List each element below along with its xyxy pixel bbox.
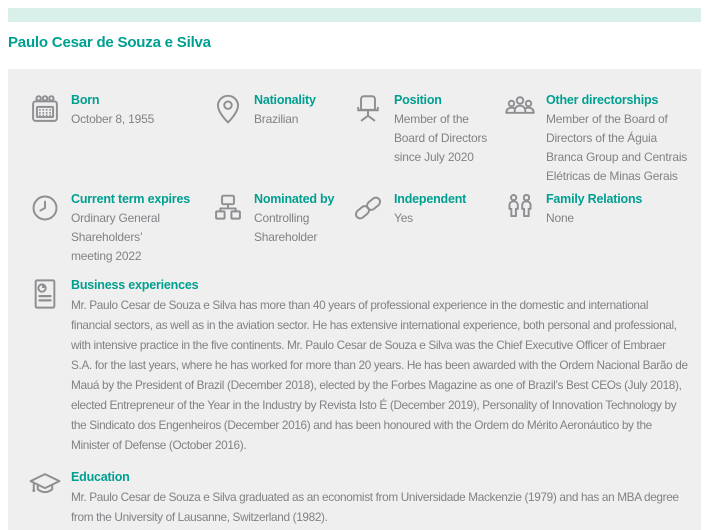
fact-value: Brazilian bbox=[254, 112, 299, 126]
fact-nationality bbox=[203, 92, 343, 191]
calendar-icon bbox=[28, 92, 62, 126]
fact-label: Position bbox=[394, 93, 442, 107]
business-experiences-section bbox=[20, 277, 689, 455]
top-accent-bar bbox=[8, 8, 701, 22]
document-chart-icon bbox=[28, 277, 62, 311]
family-icon bbox=[503, 191, 537, 225]
location-pin-icon bbox=[211, 92, 245, 126]
clock-icon bbox=[28, 191, 62, 225]
section-text: Mr. Paulo Cesar de Souza e Silva has more than 40 years of professional experience in the domestic and international financial sectors, as well as in the aviation sector. He has extensive international experience, both personal and professional, with intensive practice in the five continents. Mr. Paulo Cesar de Souza e Silva was the Chief Executive Officer of Embraer S.A. for the last years, where he has worked for more than 20 years. He has been awarded with the Ordem Nacional Barão de Mauá by the President of Brazil (December 2018), elected by the Forbes Magazine as one of Brazil’s Best CEOs (July 2018), elected Entrepreneur of the Year in the Industry by Revista Isto É (December 2019), Personality of Innovation Technology by the Sindicato dos Engenheiros (December 2016) and has been honoured with the Ordem do Mérito Aeronáutico by the Minister of Defense (October 2016). bbox=[71, 298, 688, 452]
org-chart-icon bbox=[211, 191, 245, 225]
section-text: Mr. Paulo Cesar de Souza e Silva graduated as an economist from Universidade Mackenzie (1979) and has an MBA degree from the University of Lausanne, Switzerland (1982). bbox=[71, 490, 679, 524]
fact-value: Ordinary General Shareholders’ meeting 2022 bbox=[71, 211, 160, 263]
fact-other-directorships bbox=[495, 92, 689, 191]
fact-nominated-by bbox=[203, 191, 343, 277]
section-label: Business experiences bbox=[71, 278, 199, 292]
fact-family-relations bbox=[495, 191, 689, 277]
education-section bbox=[20, 469, 689, 527]
fact-independent bbox=[343, 191, 495, 277]
people-group-icon bbox=[503, 92, 537, 126]
fact-current-term-expires bbox=[20, 191, 203, 277]
fact-born bbox=[20, 92, 203, 191]
fact-position bbox=[343, 92, 495, 191]
fact-value: Member of the Board of Directors of the Águia Branca Group and Centrais Elétricas de Minas Gerais bbox=[546, 112, 688, 183]
fact-label: Born bbox=[71, 93, 100, 107]
facts-grid bbox=[20, 92, 689, 277]
section-label: Education bbox=[71, 470, 130, 484]
chain-link-icon bbox=[351, 191, 385, 225]
office-chair-icon bbox=[351, 92, 385, 126]
fact-value: Member of the Board of Directors since July 2020 bbox=[394, 112, 488, 164]
fact-label: Other directorships bbox=[546, 93, 659, 107]
fact-value: None bbox=[546, 211, 574, 225]
fact-label: Nationality bbox=[254, 93, 316, 107]
fact-label: Family Relations bbox=[546, 192, 643, 206]
fact-label: Current term expires bbox=[71, 192, 190, 206]
profile-panel bbox=[8, 69, 701, 530]
fact-value: October 8, 1955 bbox=[71, 112, 155, 126]
fact-value: Controlling Shareholder bbox=[254, 211, 318, 244]
page-title: Paulo Cesar de Souza e Silva bbox=[8, 34, 211, 51]
fact-label: Nominated by bbox=[254, 192, 335, 206]
fact-label: Independent bbox=[394, 192, 467, 206]
graduation-cap-icon bbox=[28, 469, 62, 503]
fact-value: Yes bbox=[394, 211, 413, 225]
